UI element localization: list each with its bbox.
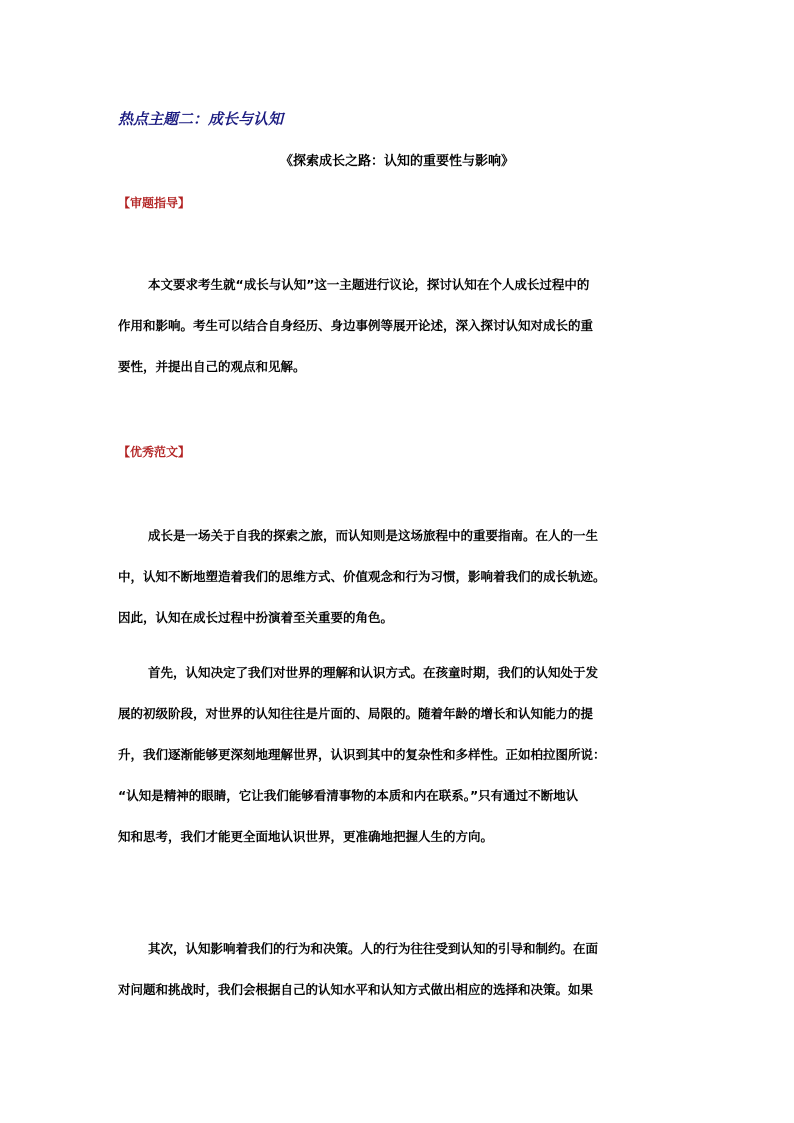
essay-title: 《探索成长之路：认知的重要性与影响》: [279, 154, 514, 169]
sample-essay-label: 【优秀范文】: [118, 445, 191, 459]
paragraph-line: 因此，认知在成长过程中扮演着至关重要的角色。: [118, 610, 394, 625]
guidance-paragraph: [118, 276, 674, 399]
essay-paragraph-3: [118, 940, 674, 1022]
paragraph-line: 升，我们逐渐能够更深刻地理解世界，认识到其中的复杂性和多样性。正如柏拉图所说：: [118, 747, 606, 762]
paragraph-line: 要性，并提出自己的观点和见解。: [118, 359, 306, 374]
paragraph-line: 其次，认知影响着我们的行为和决策。人的行为往往受到认知的引导和制约。在面: [148, 941, 599, 956]
guidance-label: 【审题指导】: [118, 196, 191, 210]
paragraph-line: 本文要求考生就“成长与认知”这一主题进行议论，探讨认知在个人成长过程中的: [148, 277, 590, 292]
paragraph-line: 中，认知不断地塑造着我们的思维方式、价值观念和行为习惯，影响着我们的成长轨迹。: [118, 569, 606, 584]
paragraph-line: “认知是精神的眼睛，它让我们能够看清事物的本质和内在联系。”只有通过不断地认: [118, 788, 579, 803]
essay-paragraph-2: [118, 664, 674, 869]
paragraph-line: 展的初级阶段，对世界的认知往往是片面的、局限的。随着年龄的增长和认知能力的提: [118, 706, 594, 721]
paragraph-line: 作用和影响。考生可以结合自身经历、身边事例等展开论述，深入探讨认知对成长的重: [118, 318, 594, 333]
essay-paragraph-1: [118, 527, 674, 650]
topic-heading: 热点主题二：成长与认知: [118, 110, 284, 128]
paragraph-line: 首先，认知决定了我们对世界的理解和认识方式。在孩童时期，我们的认知处于发: [148, 665, 599, 680]
paragraph-line: 知和思考，我们才能更全面地认识世界，更准确地把握人生的方向。: [118, 829, 494, 844]
paragraph-line: 对问题和挑战时，我们会根据自己的认知水平和认知方式做出相应的选择和决策。如果: [118, 982, 594, 997]
paragraph-line: 成长是一场关于自我的探索之旅，而认知则是这场旅程中的重要指南。在人的一生: [148, 528, 599, 543]
